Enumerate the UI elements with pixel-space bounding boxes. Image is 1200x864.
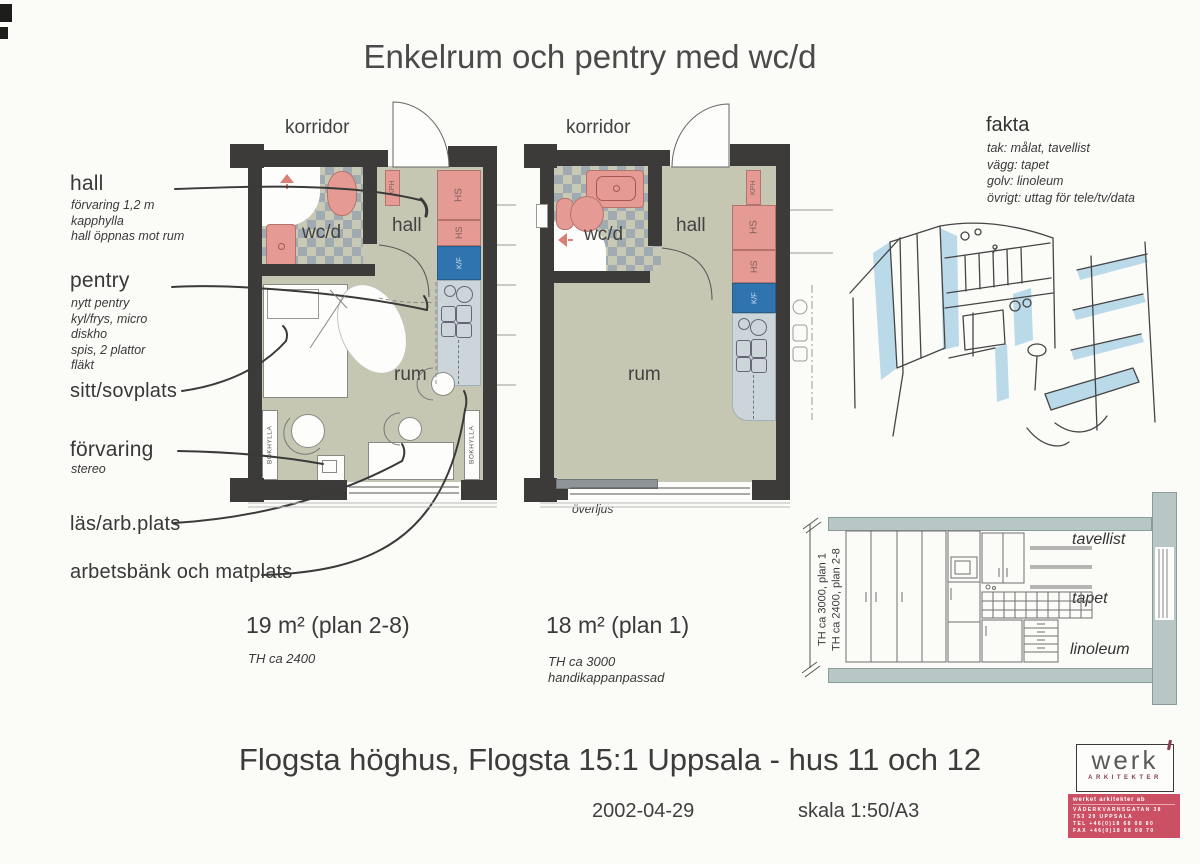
plan1-armchair [291, 414, 325, 448]
plan1-tall-cabinet-upper: HS [437, 170, 481, 220]
sink-bowl-icon [441, 306, 456, 322]
annotation-forvaring-notes: stereo [71, 462, 106, 476]
counter-centerline [458, 340, 459, 384]
annotation-pentry-title: pentry [70, 269, 130, 292]
annotation-las-arbplats: läs/arb.plats [70, 513, 181, 535]
plan1-stool [398, 417, 422, 441]
logo-address-line: FAX +46(0)18 68 08 70 [1073, 828, 1155, 834]
fakta-title: fakta [986, 114, 1030, 136]
sink-bowl-icon [456, 305, 472, 323]
section-window [1155, 547, 1174, 620]
shower-arrow-icon [280, 174, 294, 183]
plan1-bookshelf-left: BOKHYLLA [262, 410, 278, 480]
section-label-tapet: tapet [1072, 590, 1108, 607]
fakta-notes [987, 140, 1135, 206]
wall-segment [248, 150, 388, 167]
plan1-toilet [327, 171, 357, 216]
wall-segment [363, 166, 377, 244]
plan1-kph-cabinet: KPH [385, 170, 400, 206]
plan2-rum-label: rum [628, 364, 661, 385]
note-line: diskho [71, 327, 108, 341]
note-line: hall öppnas mot rum [71, 229, 185, 243]
plan2-tall-cabinet-upper: HS [732, 205, 776, 250]
annotation-hall-title: hall [70, 172, 104, 195]
plan2-wall-fixture [536, 204, 548, 228]
plan1-round-table [431, 372, 455, 396]
logo-address-box [1068, 794, 1180, 838]
annotation-arbetsbank: arbetsbänk och matplats [70, 561, 293, 583]
sink-bowl-icon [456, 323, 472, 338]
logo-wordmark: werk [1091, 745, 1159, 775]
note-line: kapphylla [71, 213, 124, 228]
plan1-sink-drain [278, 243, 285, 250]
sink-bowl-icon [751, 339, 767, 358]
plan1-area-label: 19 m² (plan 2-8) [246, 612, 410, 638]
sink-bowl-icon [736, 340, 751, 357]
plan1-height-note: TH ca 2400 [248, 651, 316, 666]
plan2-kph-cabinet: KPH [746, 170, 761, 205]
facade-lines [248, 503, 790, 507]
wall-segment [483, 150, 497, 500]
sink-bowl-icon [751, 358, 767, 373]
section-label-linoleum: linoleum [1070, 641, 1130, 658]
logo-firm-name: werket arkitekter ab [1073, 797, 1175, 805]
shower-arrow-stem [286, 184, 288, 189]
note-line: handikappanpassad [548, 669, 665, 685]
scan-mark-left [0, 27, 8, 39]
section-dim-plan1: TH ca 3000, plan 1 [816, 553, 829, 647]
wall-segment [540, 150, 670, 166]
shower-arrow-stem [568, 239, 573, 241]
stove-burner-icon [444, 285, 456, 297]
plan2-hall-label: hall [676, 215, 706, 236]
plan2-wcd-label: wc/d [584, 224, 624, 245]
plan2-area-label: 18 m² (plan 1) [546, 612, 690, 638]
plan2-korridor-label: korridor [566, 117, 631, 138]
counter-centerline [753, 375, 754, 419]
shower-arrow-icon [558, 233, 567, 247]
wall-segment [776, 150, 790, 500]
plan1-bookshelf-right: BOKHYLLA [464, 410, 480, 480]
plan1-tall-cabinet-lower: HS [437, 220, 481, 246]
plan2-overljus-label: överljus [572, 502, 614, 516]
annotation-forvaring-title: förvaring [70, 438, 154, 461]
sketch-blue-washes [873, 228, 1148, 410]
note-line: TH ca 3000 [548, 654, 616, 669]
section-dim-plan28: TH ca 2400, plan 2-8 [830, 548, 843, 652]
plan2-sink-drain [613, 185, 620, 192]
plan1-stereo [322, 460, 337, 473]
note-line: övrigt: uttag för tele/tv/data [987, 190, 1135, 205]
section-floor [828, 668, 1177, 683]
logo-frame [1076, 744, 1174, 792]
project-title: Flogsta höghus, Flogsta 15:1 Uppsala - hus 11 och 12 [238, 742, 982, 777]
plan1-window [347, 482, 461, 498]
stove-burner-icon [456, 286, 473, 303]
note-line: golv: linoleum [987, 174, 1064, 188]
note-line: spis, 2 plattor [71, 342, 146, 357]
drawing-scale: skala 1:50/A3 [798, 800, 920, 822]
plan1-desk [368, 442, 454, 480]
wall-segment [248, 480, 347, 500]
stove-burner-icon [750, 319, 767, 336]
wall-segment [262, 264, 375, 276]
stove-burner-icon [738, 318, 750, 330]
drawing-date: 2002-04-29 [592, 800, 695, 822]
annotation-hall-notes [71, 198, 184, 245]
kitchen-sketch [845, 198, 1200, 466]
plan1-fridge-freezer: K/F [437, 246, 481, 280]
plan2-fridge-freezer: K/F [732, 283, 776, 313]
sketch-linework [850, 223, 1155, 446]
plan1-bed-pillow [267, 289, 319, 319]
plan1-hall-label: hall [392, 215, 422, 236]
page-title: Enkelrum och pentry med wc/d [363, 38, 817, 75]
plan2-transom-bar [556, 479, 658, 489]
section-ceiling [828, 517, 1152, 531]
plan2-height-note [548, 654, 664, 685]
section-cabinet-lines [846, 531, 1092, 662]
plan2-tall-cabinet-lower: HS [732, 250, 776, 283]
annotation-sitt-sovplats: sitt/sovplats [70, 380, 178, 402]
plan1-rum-label: rum [394, 364, 427, 385]
wall-segment [554, 271, 650, 283]
logo-address-line: VÄDERKVARNSGATAN 38 [1073, 807, 1162, 813]
logo-tagline: ARKITEKTER [1088, 775, 1162, 781]
sink-bowl-icon [441, 322, 456, 337]
wall-segment [248, 166, 262, 484]
annotation-pentry-notes [71, 296, 147, 374]
section-label-tavellist: tavellist [1072, 531, 1126, 548]
note-line: kyl/frys, micro [71, 311, 148, 326]
note-line: tak: målat, tavellist [987, 141, 1090, 155]
note-line: nytt pentry [71, 296, 130, 310]
note-line: fläkt [71, 358, 94, 372]
note-line: förvaring 1,2 m [71, 198, 155, 212]
logo-address-line: TEL +46(0)18 68 08 80 [1073, 821, 1155, 827]
sink-bowl-icon [736, 357, 751, 372]
wall-segment [648, 166, 662, 246]
logo-address-line: 753 29 UPPSALA [1073, 814, 1134, 820]
scan-mark-top [0, 4, 12, 22]
plan1-wcd-label: wc/d [302, 222, 342, 243]
note-line: vägg: tapet [987, 157, 1049, 172]
plan1-korridor-label: korridor [285, 117, 350, 138]
